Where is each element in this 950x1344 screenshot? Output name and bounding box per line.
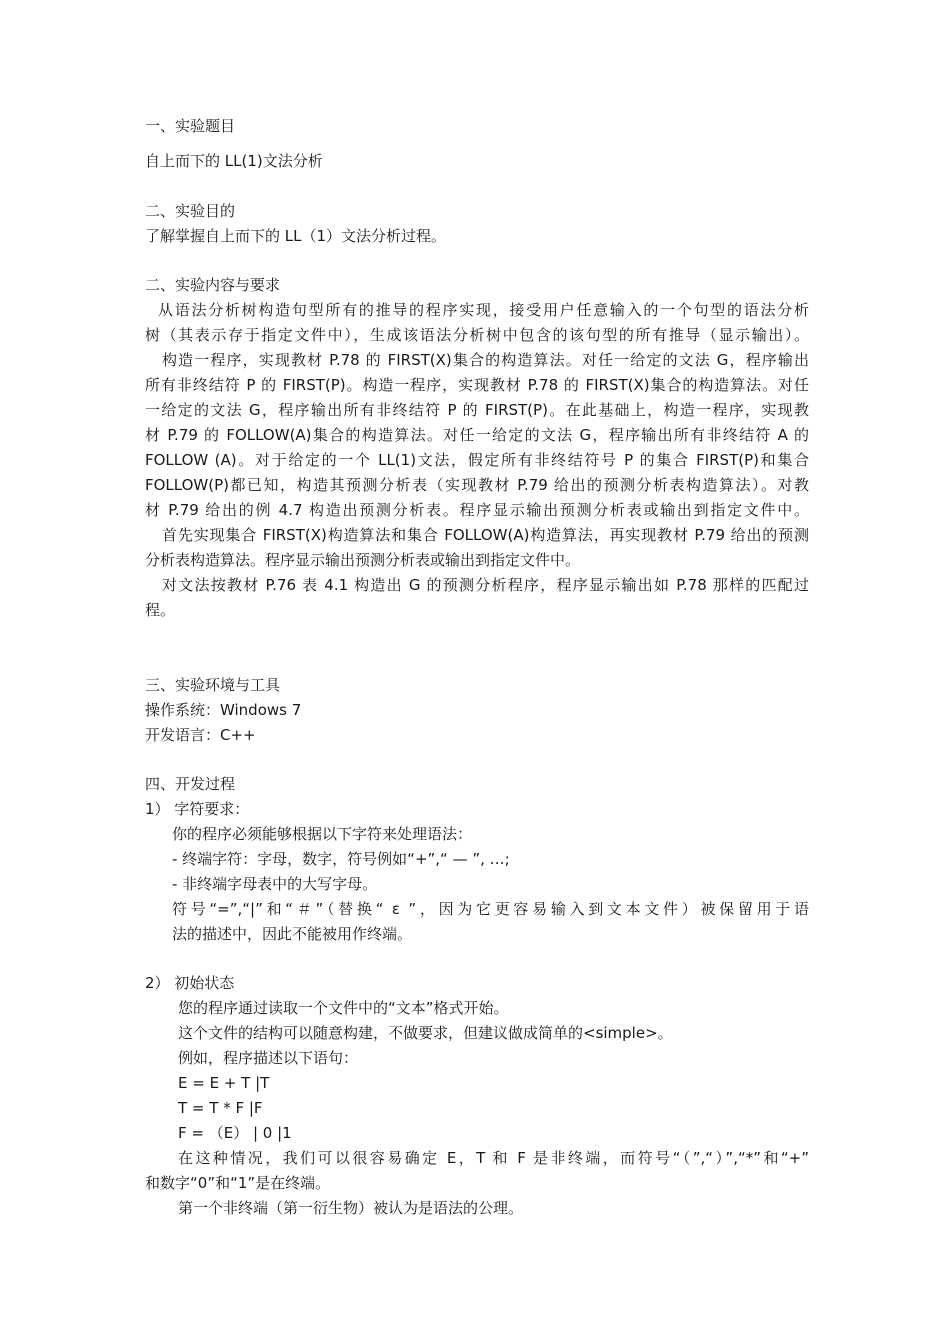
content-line: 分析表构造算法。程序显示输出预测分析表或输出到指定文件中。 <box>145 551 581 569</box>
language-line: 开发语言：C++ <box>145 726 256 744</box>
content-line: 材 P.79 给出的例 4.7 构造出预测分析表。程序显示输出预测分析表或输出到指定文件中。 <box>145 501 809 519</box>
content-line: 从语法分析树构造句型所有的推导的程序实现，接受用户任意输入的一个句型的语法分析 <box>158 301 809 319</box>
content-line: 所有非终结符 P 的 FIRST(P)。构造一程序，实现教材 P.78 的 FIRST(X)集合的构造算法。对任 <box>145 376 809 394</box>
content-line: 一给定的文法 G，程序输出所有非终结符 P 的 FIRST(P)。在此基础上，构造一程序，实现教 <box>145 401 809 419</box>
content-line: FOLLOW(P)都已知，构造其预测分析表（实现教材 P.79 给出的预测分析表构造算法）。对教 <box>145 476 809 494</box>
os-line: 操作系统：Windows 7 <box>145 701 302 719</box>
grammar-rule: E = E + T |T <box>178 1074 270 1092</box>
process-line: 例如，程序描述以下语句： <box>178 1049 359 1067</box>
subsection-title: 1） 字符要求： <box>145 800 250 818</box>
content-line: 树（其表示存于指定文件中），生成该语法分析树中包含的该句型的所有推导（显示输出）。 <box>145 326 809 344</box>
content-line: 构造一程序，实现教材 P.78 的 FIRST(X)集合的构造算法。对任一给定的文法 G，程序输出 <box>162 351 809 369</box>
content-line: 首先实现集合 FIRST(X)构造算法和集合 FOLLOW(A)构造算法，再实现教材 P.79 给出的预测 <box>162 526 809 544</box>
grammar-rule: F = （E） | 0 |1 <box>178 1124 292 1142</box>
grammar-rule: T = T * F |F <box>178 1099 263 1117</box>
experiment-title: 自上而下的 LL(1)文法分析 <box>145 152 323 170</box>
section-heading-title: 一、实验题目 <box>145 117 236 135</box>
process-line: 您的程序通过读取一个文件中的“文本”格式开始。 <box>178 999 509 1017</box>
process-line: 在这种情况，我们可以很容易确定 E，T 和 F 是非终端，而符号“（”,“）”,“*”和“+” <box>178 1149 809 1167</box>
process-line: - 非终端字母表中的大写字母。 <box>172 875 378 893</box>
subsection-title: 2） 初始状态 <box>145 974 235 992</box>
process-line: 你的程序必须能够根据以下字符来处理语法： <box>172 825 473 843</box>
section-heading-process: 四、开发过程 <box>145 775 236 793</box>
content-line: 对文法按教材 P.76 表 4.1 构造出 G 的预测分析程序，程序显示输出如 P.78 那样的匹配过 <box>162 576 809 594</box>
process-line: 法的描述中，因此不能被用作终端。 <box>172 925 413 943</box>
content-line: 程。 <box>145 601 176 619</box>
section-heading-content: 二、实验内容与要求 <box>145 276 281 294</box>
process-line: 和数字“0”和“1”是在终端。 <box>145 1174 331 1192</box>
process-line: 这个文件的结构可以随意构建，不做要求，但建议做成简单的<simple>。 <box>178 1024 673 1042</box>
section-heading-environment: 三、实验环境与工具 <box>145 676 281 694</box>
content-line: FOLLOW (A)。对于给定的一个 LL(1)文法，假定所有非终结符号 P 的集合 FIRST(P)和集合 <box>145 451 809 469</box>
process-line: 符号“=”,“|”和“＃”（替换“ ε ”，因为它更容易输入到文本文件）被保留用于语 <box>172 900 809 918</box>
section-heading-purpose: 二、实验目的 <box>145 202 236 220</box>
process-line: 第一个非终端（第一衍生物）被认为是语法的公理。 <box>178 1199 524 1217</box>
content-line: 材 P.79 的 FOLLOW(A)集合的构造算法。对任一给定的文法 G，程序输出所有非终结符 A 的 <box>145 426 809 444</box>
process-line: - 终端字符：字母，数字，符号例如“+”,“ — ”, …; <box>172 850 510 868</box>
purpose-text: 了解掌握自上而下的 LL（1）文法分析过程。 <box>145 227 447 245</box>
